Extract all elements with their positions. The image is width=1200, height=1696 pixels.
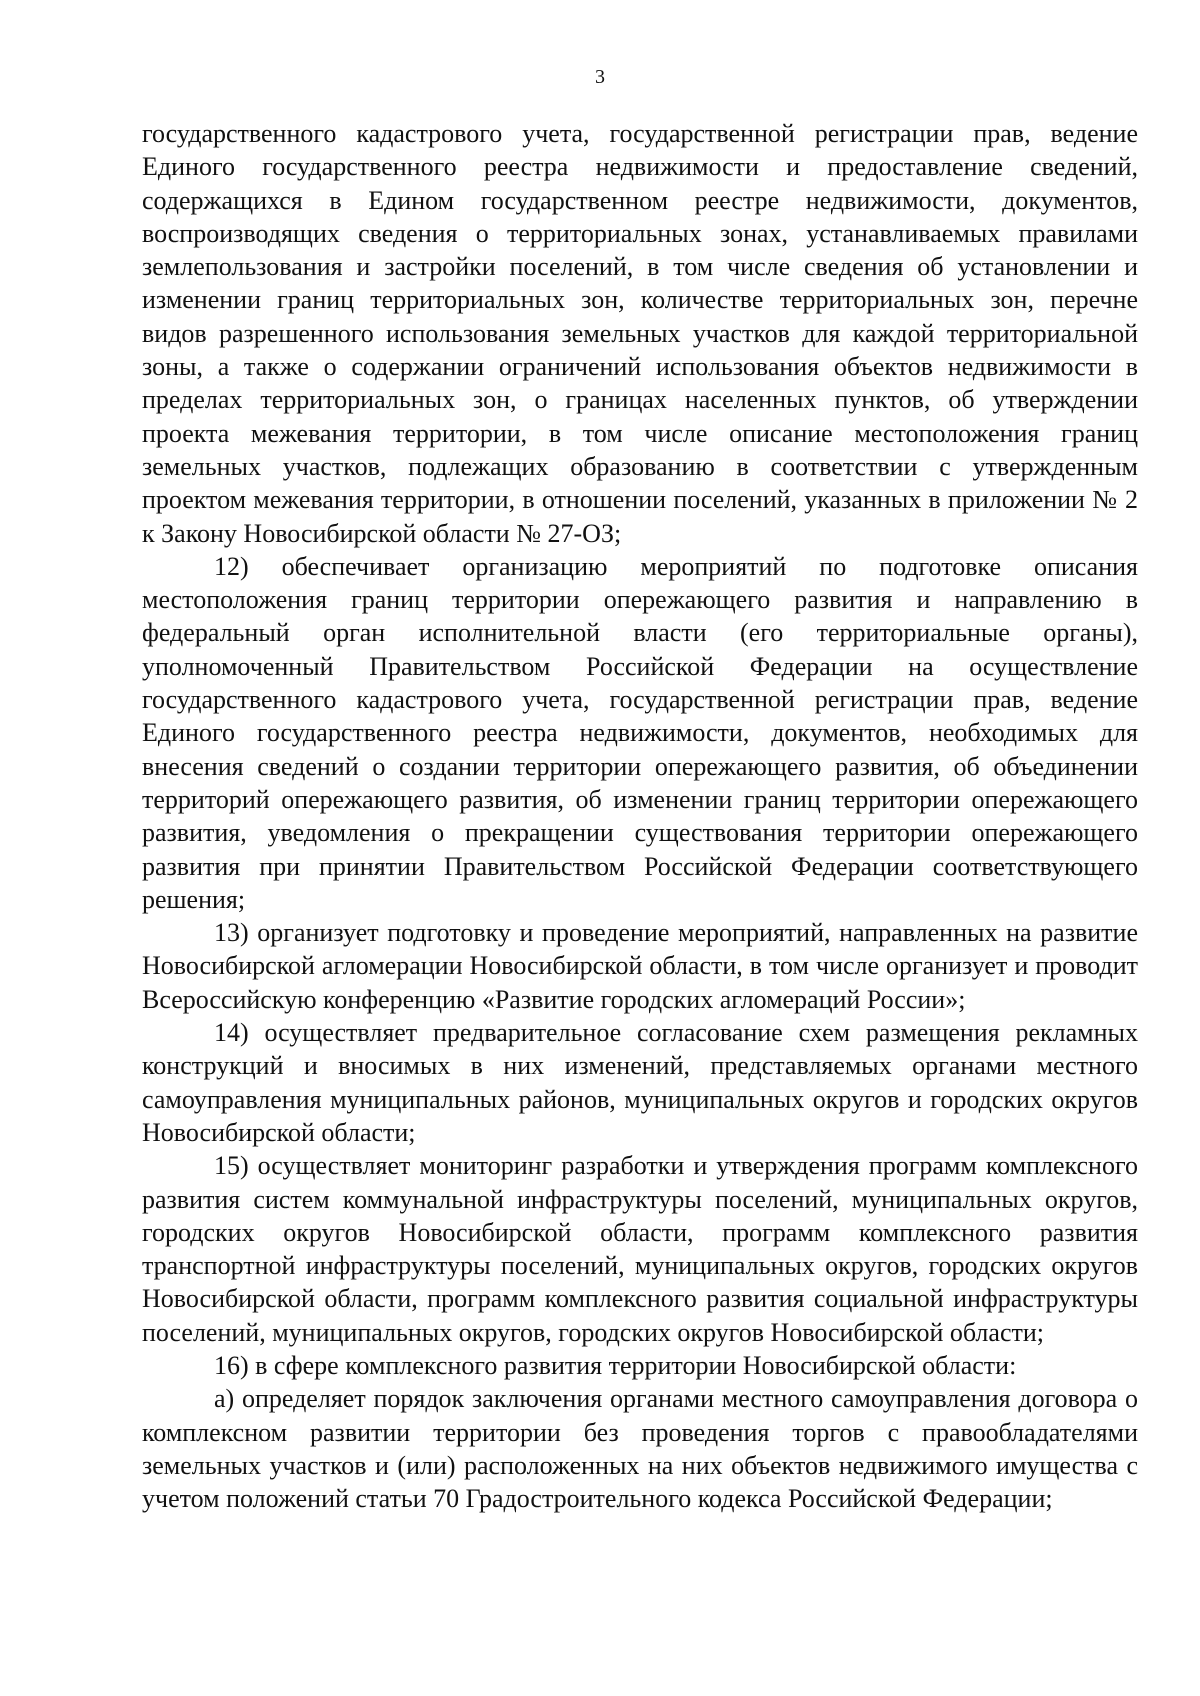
paragraph-item-14: 14) осуществляет предварительное согласование схем размещения рекламных конструкций и вносимых в них изменений, представляемых органами местного самоуправления муниципальных районов, муниципальных округов и городских округов Новосибирской области; (142, 1018, 1138, 1147)
paragraph-item-12: 12) обеспечивает организацию мероприятий по подготовке описания местоположения границ территории опережающего развития и направлению в федеральный орган исполнительной власти (его территориальные органы), уполномоченный Правительством Российской Федерации на осуществление государственного кадастрового учета, государственной регистрации прав, ведение Единого государственного реестра недвижимости, документов, необходимых для внесения сведений о создании территории опережающего развития, об объединении территорий опережающего развития, об изменении границ территории опережающего развития, уведомления о прекращении существования территории опережающего развития при принятии Правительством Российской Федерации соответствующего решения; (142, 551, 1138, 914)
paragraph-item-13: 13) организует подготовку и проведение мероприятий, направленных на развитие Новосибирской агломерации Новосибирской области, в том числе организует и проводит Всероссийскую конференцию «Развитие городских агломераций России»; (142, 918, 1138, 1014)
paragraph-item-15: 15) осуществляет мониторинг разработки и утверждения программ комплексного развития систем коммунальной инфраструктуры поселений, муниципальных округов, городских округов Новосибирской области, программ комплексного развития транспортной инфраструктуры поселений, муниципальных округов, городских округов Новосибирской области, программ комплексного развития социальной инфраструктуры поселений, муниципальных округов, городских округов Новосибирской области; (142, 1151, 1138, 1347)
document-body (142, 117, 1138, 1515)
paragraph-subitem-a: а) определяет порядок заключения органами местного самоуправления договора о комплексном развитии территории без проведения торгов с правообладателями земельных участков и (или) расположенных на них объектов недвижимого имущества с учетом положений статьи 70 Градостроительного кодекса Российской Федерации; (142, 1384, 1138, 1514)
page-number: 3 (595, 66, 605, 88)
paragraph-continuation: государственного кадастрового учета, государственной регистрации прав, ведение Единого государственного реестра недвижимости и предоставление сведений, содержащихся в Едином государственном реестре недвижимости, документов, воспроизводящих сведения о территориальных зонах, устанавливаемых правилами землепользования и застройки поселений, в том числе сведения об установлении и изменении границ территориальных зон, количестве территориальных зон, перечне видов разрешенного использования земельных участков для каждой территориальной зоны, а также о содержании ограничений использования объектов недвижимости в пределах территориальных зон, о границах населенных пунктов, об утверждении проекта межевания территории, в том числе описание местоположения границ земельных участков, подлежащих образованию в соответствии с утвержденным проектом межевания территории, в отношении поселений, указанных в приложении № 2 к Закону Новосибирской области № 27-ОЗ; (142, 119, 1138, 548)
paragraph-item-16: 16) в сфере комплексного развития территории Новосибирской области: (214, 1350, 1017, 1380)
